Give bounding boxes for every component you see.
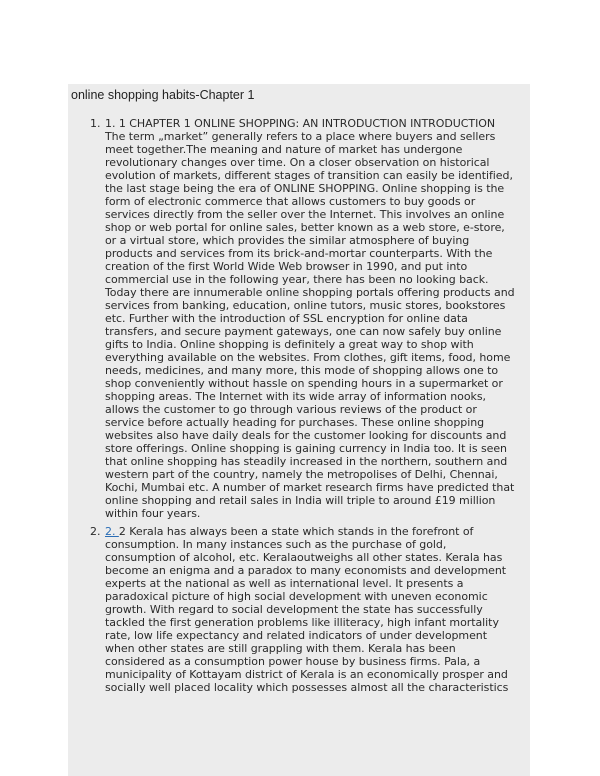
- text-line: that online shopping has steadily increased in the northern, southern and: [105, 455, 508, 468]
- text-line: paradoxical picture of high social development with uneven economic: [105, 590, 488, 603]
- list-item-number: 1.: [90, 117, 101, 130]
- text-line: rate, low life expectancy and related indicators of under development: [105, 629, 487, 642]
- list-item-number: 2.: [90, 525, 101, 538]
- text-line: The term „market” generally refers to a place where buyers and sellers: [105, 130, 496, 143]
- list-item-text: [105, 117, 530, 520]
- text-line: everything available on the websites. From clothes, gift items, food, home: [105, 351, 511, 364]
- text-line: when other states are still grappling with them. Kerala has been: [105, 642, 456, 655]
- text-line: needs, medicines, and many more, this mode of shopping allows one to: [105, 364, 499, 377]
- text-line: shopping areas. The Internet with its wide array of information nooks,: [105, 390, 486, 403]
- text-line: services directly from the seller over the Internet. This involves an online: [105, 208, 505, 221]
- text-line: 1. 1 CHAPTER 1 ONLINE SHOPPING: AN INTRODUCTION INTRODUCTION: [105, 117, 496, 130]
- text-line: shop conveniently without hassle on spending hours in a supermarket or: [105, 377, 503, 390]
- text-line: etc. Further with the introduction of SSL encryption for online data: [105, 312, 468, 325]
- text-line: growth. With regard to social development the state has successfully: [105, 603, 483, 616]
- text-line: gifts to India. Online shopping is definitely a great way to shop with: [105, 338, 474, 351]
- text-line: shop or web portal for online sales, better known as a web store, e-store,: [105, 221, 505, 234]
- text-line: products and services from its brick-and-mortar counterparts. With the: [105, 247, 493, 260]
- text-line: within four years.: [105, 507, 201, 520]
- text-line: commercial use in the following year, there has been no looking back.: [105, 273, 489, 286]
- text-line: municipality of Kottayam district of Kerala is an economically prosper and: [105, 668, 508, 681]
- text-line: experts at the national as well as international level. It presents a: [105, 577, 464, 590]
- text-line: services from banking, education, online tutors, music stores, bookstores: [105, 299, 506, 312]
- list-item-text: [105, 525, 530, 694]
- text-line: service before actually heading for purchases. These online shopping: [105, 416, 485, 429]
- text-line: meet together.The meaning and nature of market has undergone: [105, 143, 463, 156]
- text-line: allows the customer to go through various reviews of the product or: [105, 403, 477, 416]
- text-line: western part of the country, namely the metropolises of Delhi, Chennai,: [105, 468, 498, 481]
- text-line: or a virtual store, which provides the similar atmosphere of buying: [105, 234, 470, 247]
- text-line: tackled the first generation problems like illiteracy, high infant mortality: [105, 616, 499, 629]
- text-line: form of electronic commerce that allows customers to buy goods or: [105, 195, 476, 208]
- text-line: the last stage being the era of ONLINE SHOPPING. Online shopping is the: [105, 182, 505, 195]
- text-line: websites also have daily deals for the customer looking for discounts and: [105, 429, 507, 442]
- list-item: [90, 525, 530, 694]
- text-line: consumption. In many instances such as the purchase of gold,: [105, 538, 447, 551]
- text-line: Kochi, Mumbai etc. A number of market research firms have predicted that: [105, 481, 515, 494]
- text-line: socially well placed locality which possesses almost all the characteristics: [105, 681, 509, 694]
- text-line: become an enigma and a paradox to many economists and development: [105, 564, 507, 577]
- footnote-link[interactable]: 2.: [105, 525, 119, 538]
- text-line: store offerings. Online shopping is gaining currency in India too. It is seen: [105, 442, 507, 455]
- text-line: Today there are innumerable online shopping portals offering products and: [105, 286, 515, 299]
- text-line: revolutionary changes over time. On a closer observation on historical: [105, 156, 490, 169]
- text-line: transfers, and secure payment gateways, one can now safely buy online: [105, 325, 502, 338]
- list-item-first-line: 2 Kerala has always been a state which stands in the forefront of: [118, 525, 474, 538]
- text-line: creation of the first World Wide Web browser in 1990, and put into: [105, 260, 468, 273]
- text-line: consumption of alcohol, etc. Keralaoutweighs all other states. Kerala has: [105, 551, 503, 564]
- text-line: considered as a consumption power house by business firms. Pala, a: [105, 655, 481, 668]
- list-item: [90, 117, 530, 520]
- document-title: online shopping habits-Chapter 1: [71, 88, 255, 102]
- text-line: evolution of markets, different stages of transition can easily be identified,: [105, 169, 513, 182]
- text-line: online shopping and retail sales in India will triple to around £19 million: [105, 494, 496, 507]
